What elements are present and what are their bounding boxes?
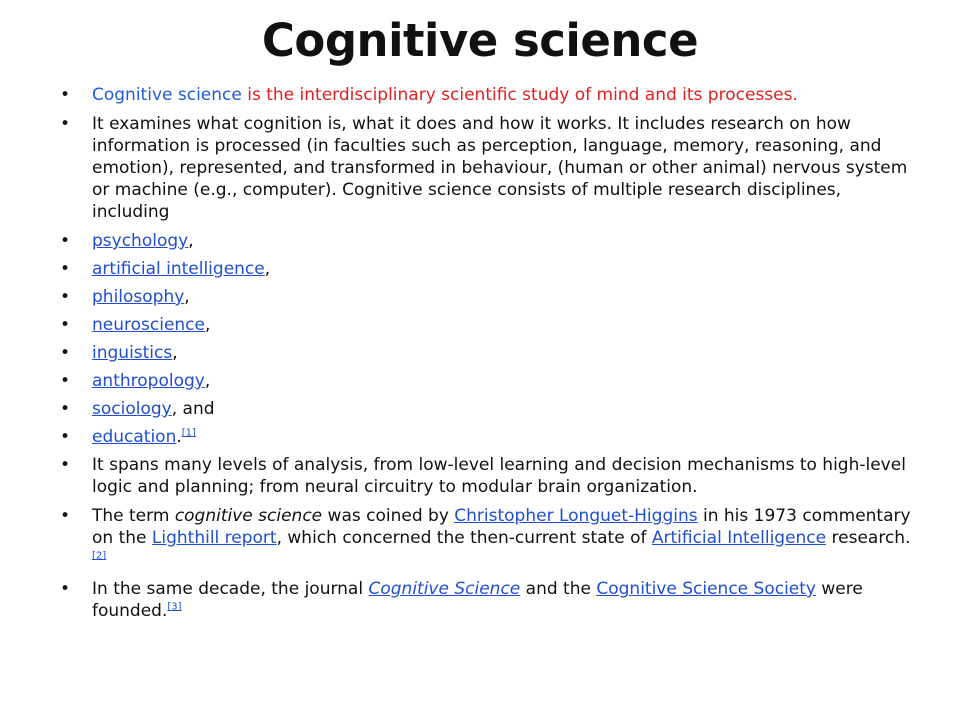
bullet-levels (60, 454, 920, 498)
discipline-suffix: , (184, 287, 190, 307)
text: were founded. (92, 579, 863, 621)
text: research. (826, 528, 911, 548)
discipline-item (60, 342, 920, 364)
link-cognitive-science-society[interactable]: Cognitive Science Society (596, 579, 816, 599)
text: and the (520, 579, 597, 599)
citation-link-3[interactable]: [3] (167, 601, 182, 613)
bullet-term-origin (60, 505, 920, 571)
discipline-suffix: , (188, 231, 194, 251)
text: , which concerned the then-current state of (276, 528, 652, 548)
bullet-overview (60, 113, 920, 223)
discipline-suffix: , (172, 343, 178, 363)
slide-title: Cognitive science (261, 14, 699, 67)
citation-link-2[interactable]: [2] (92, 550, 107, 562)
link-psychology[interactable]: psychology (92, 231, 189, 251)
definition-text: is the interdisciplinary scientific study of mind and its processes. (241, 85, 798, 105)
discipline-item (60, 426, 920, 448)
link-christopher-longuet-higgins[interactable]: Christopher Longuet-Higgins (454, 506, 698, 526)
link-anthropology[interactable]: anthropology (92, 371, 205, 391)
citation-3 (167, 601, 181, 612)
discipline-item (60, 230, 920, 252)
emphasis-term: cognitive science (174, 506, 323, 526)
text: The term (92, 506, 175, 526)
link-sociology[interactable]: sociology (92, 399, 172, 419)
discipline-suffix: , and (171, 399, 215, 419)
bullet-definition (60, 84, 920, 106)
discipline-item (60, 370, 920, 392)
link-education[interactable]: education (92, 427, 177, 447)
text: was coined by (322, 506, 455, 526)
link-linguistics[interactable]: inguistics (92, 343, 173, 363)
citation-link-1[interactable]: [1] (181, 427, 196, 439)
discipline-suffix: , (204, 371, 211, 391)
levels-text: It spans many levels of analysis, from low-level learning and decision mechanisms to high-level logic and planning; from neural circuitry to modular brain organization. (92, 455, 906, 497)
text: In the same decade, the journal (92, 579, 369, 599)
discipline-item (60, 398, 920, 420)
discipline-item (60, 258, 920, 280)
discipline-item (60, 286, 920, 308)
discipline-item (60, 314, 920, 336)
citation-1 (182, 427, 196, 438)
citation-2 (92, 550, 106, 561)
discipline-suffix: . (176, 427, 182, 447)
discipline-suffix: , (205, 315, 211, 335)
link-artificial-intelligence-research[interactable]: Artificial Intelligence (651, 528, 827, 548)
definition-term: Cognitive science (92, 85, 242, 105)
link-cognitive-science-journal[interactable]: Cognitive Science (368, 579, 521, 599)
link-artificial-intelligence[interactable]: artificial intelligence (92, 259, 265, 279)
link-lighthill-report[interactable]: Lighthill report (151, 528, 277, 548)
link-philosophy[interactable]: philosophy (92, 287, 185, 307)
overview-text: It examines what cognition is, what it does and how it works. It includes research on how information is processed (in faculties such as perception, language, memory, reasoning, and emotion), represented, and transformed in behaviour, (human or other animal) nervous system or machine (e.g., computer). Cognitive science consists of multiple research disciplines, including (92, 114, 908, 222)
bullet-journal (60, 578, 920, 622)
link-neuroscience[interactable]: neuroscience (92, 315, 205, 335)
bullet-list (60, 84, 920, 629)
text: in his 1973 commentary on the (92, 506, 911, 548)
discipline-suffix: , (264, 259, 271, 279)
